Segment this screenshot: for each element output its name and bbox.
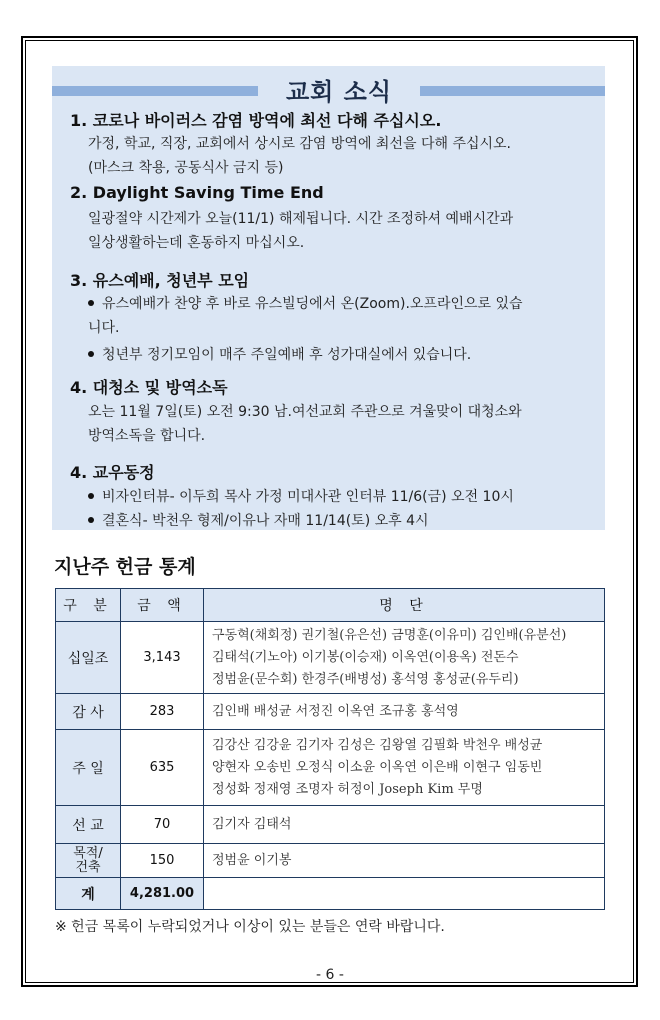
section-2-line-2: 일상생활하는데 혼동하지 마십시오. [88,235,305,251]
row-category: 선 교 [56,806,121,844]
section-4-line-2: 방역소독을 합니다. [88,428,206,444]
table-row [56,844,605,878]
section-2-line-1: 일광절약 시간제가 오늘(11/1) 해제됩니다. 시간 조정하셔 예배시간과 [88,211,514,227]
row-amount: 3,143 [121,622,204,694]
section-1-heading: 1. 코로나 바이러스 감염 방역에 최선 다해 주십시오. [70,111,442,130]
page-number: - 6 - [316,967,344,983]
row-category: 주 일 [56,730,121,806]
row-names [204,622,605,694]
header-names: 명 단 [204,589,605,622]
names-line: 정성화 정재영 조명자 허정이 Joseph Kim 무명 [212,781,483,797]
row-amount: 635 [121,730,204,806]
names-line: 김인배 배성균 서정진 이옥연 조규홍 홍석영 [212,703,459,719]
bullet-text: 결혼식- 박천우 형제/이유나 자매 11/14(토) 오후 4시 [102,513,429,529]
header-category: 구 분 [56,589,121,622]
total-label: 계 [56,878,121,910]
table-row [56,622,605,694]
section-2-heading: 2. Daylight Saving Time End [70,183,324,202]
names-line: 김강산 김강윤 김기자 김성은 김왕열 김필화 박천우 배성균 [212,737,543,753]
total-amount: 4,281.00 [121,878,204,910]
row-names [204,694,605,730]
news-title: 교회 소식 [285,78,393,106]
section-4-line-1: 오는 11월 7일(토) 오전 9:30 남.여선교회 주관으로 겨울맞이 대청소와 [88,404,522,420]
section-3-bullet-2 [88,343,588,367]
names-line: 정범윤(문수회) 한경주(배병성) 홍석영 홍성균(유두리) [212,671,519,687]
news-title-row [52,72,605,106]
table-row [56,806,605,844]
title-bar-right [420,86,605,96]
section-1-line-2: (마스크 착용, 공동식사 금지 등) [88,160,284,176]
names-line: 양현자 오송빈 오정식 이소윤 이옥연 이은배 이현구 임동빈 [212,759,543,775]
section-5-bullet-1 [88,485,588,509]
row-category: 십일조 [56,622,121,694]
section-5-heading: 4. 교우동정 [70,463,155,482]
section-4-heading: 4. 대청소 및 방역소독 [70,378,228,397]
row-names [204,806,605,844]
section-3-bullet-1-cont: 니다. [88,320,120,336]
total-row [56,878,605,910]
offering-stats-title: 지난주 헌금 통계 [54,556,196,578]
offering-table [55,588,605,910]
bullet-dot [88,351,94,357]
table-row [56,694,605,730]
section-3-bullet-1 [88,292,588,316]
bullet-text: 유스예배가 찬양 후 바로 유스빌딩에서 온(Zoom).오프라인으로 있습 [102,296,523,312]
names-line: 김태석(기노아) 이기봉(이승재) 이옥연(이용옥) 전돈수 [212,649,519,665]
bullet-text: 청년부 정기모임이 매주 주일예배 후 성가대실에서 있습니다. [102,347,472,363]
bullet-text: 비자인터뷰- 이두희 목사 가정 미대사관 인터뷰 11/6(금) 오전 10시 [102,489,514,505]
bullet-dot [88,517,94,523]
title-bar-left [52,86,258,96]
church-news-box [52,66,605,530]
row-amount: 283 [121,694,204,730]
row-amount: 70 [121,806,204,844]
row-names [204,730,605,806]
header-amount: 금 액 [121,589,204,622]
row-amount: 150 [121,844,204,878]
row-category: 감 사 [56,694,121,730]
section-5-bullet-2 [88,509,588,533]
table-header-row [56,589,605,622]
names-line: 정범윤 이기봉 [212,852,292,868]
section-3-heading: 3. 유스예배, 청년부 모임 [70,271,250,290]
total-empty-cell [204,878,605,910]
row-category: 목적/ 건축 [56,844,121,878]
names-line: 김기자 김태석 [212,816,292,832]
names-line: 구동혁(채회정) 권기철(유은선) 금명훈(이유미) 김인배(유분선) [212,627,567,643]
table-row [56,730,605,806]
bullet-dot [88,493,94,499]
section-1-line-1: 가정, 학교, 직장, 교회에서 상시로 감염 방역에 최선을 다해 주십시오. [88,136,511,152]
bullet-dot [88,300,94,306]
offering-note: ※ 헌금 목록이 누락되었거나 이상이 있는 분들은 연락 바랍니다. [55,919,445,935]
row-names [204,844,605,878]
